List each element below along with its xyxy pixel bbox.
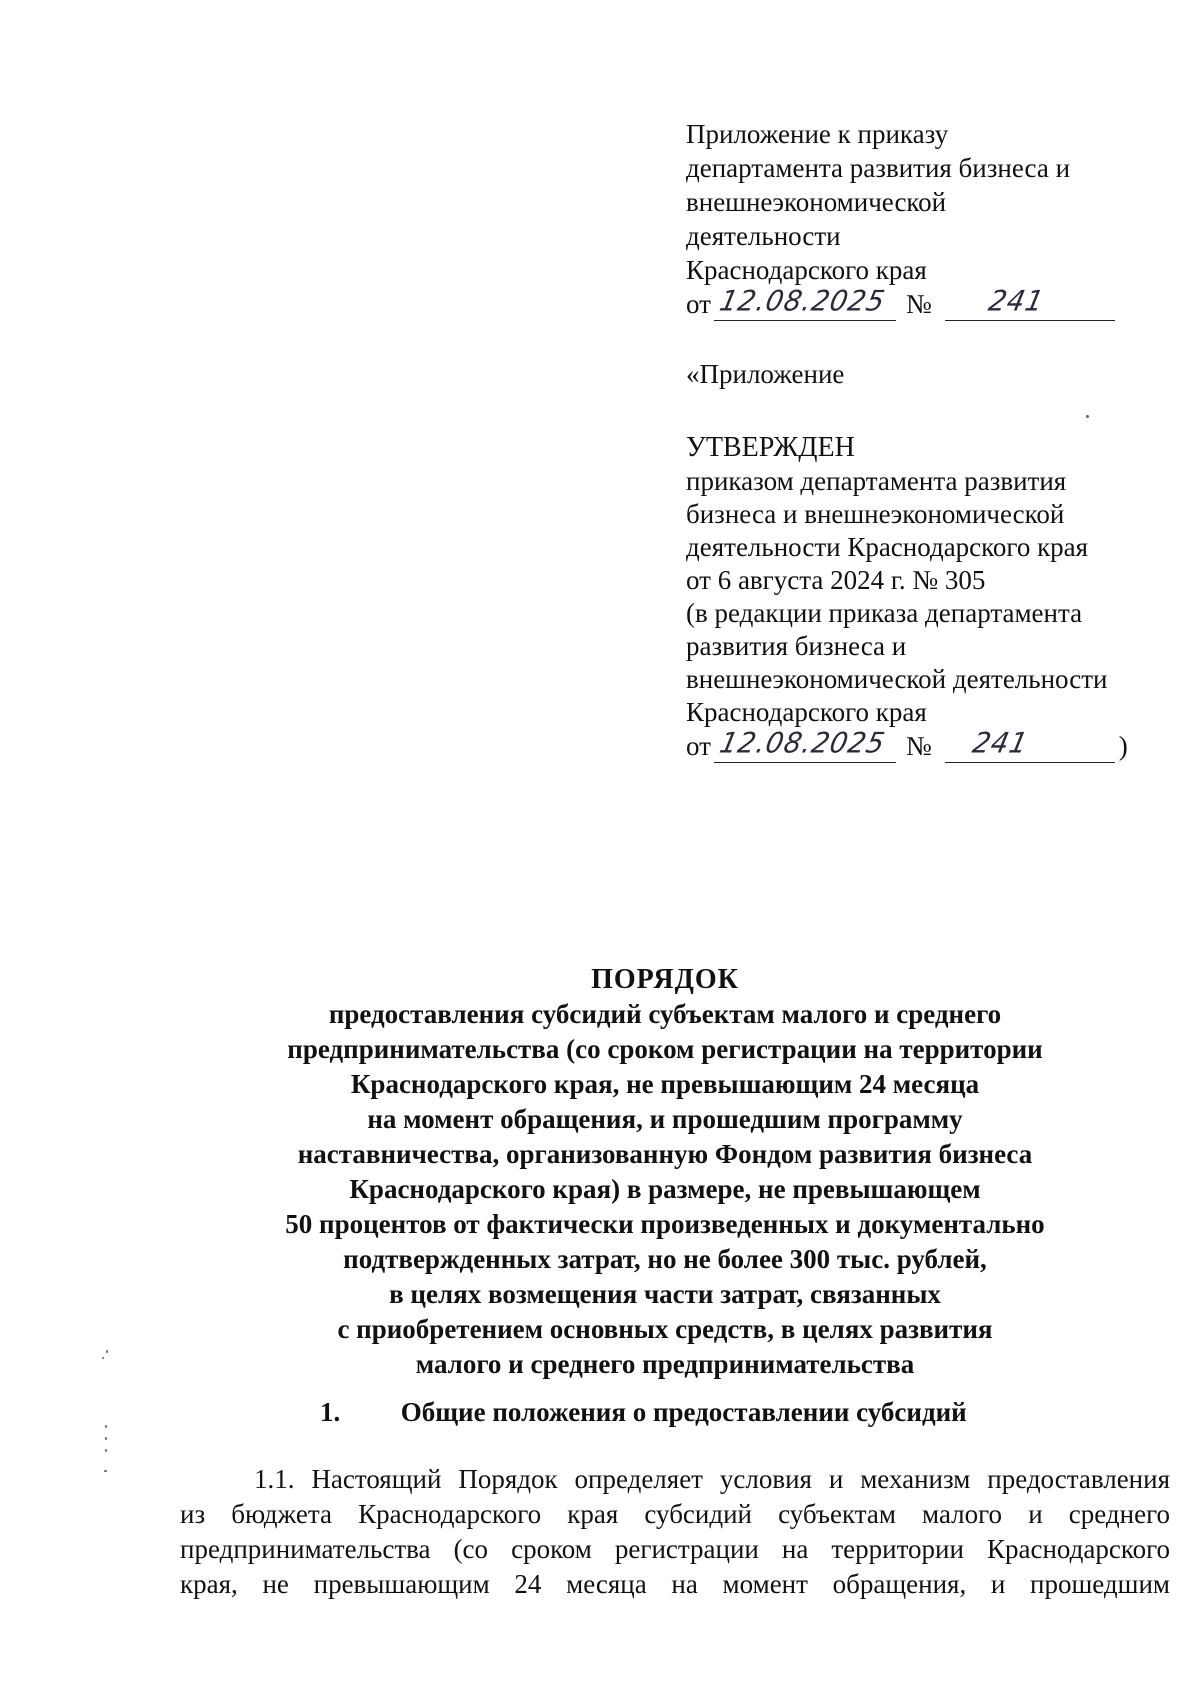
header-line: деятельности — [686, 221, 841, 251]
scan-dot — [105, 1449, 107, 1452]
handwritten-date: 12.08.2025 — [716, 727, 889, 760]
appendix-label: «Приложение — [686, 359, 845, 389]
title-main: ПОРЯДОК — [591, 964, 739, 995]
section-number: 1. — [320, 1397, 341, 1427]
approved-line: деятельности Краснодарского края — [686, 532, 1089, 562]
title-line: на момент обращения, и прошедшим программу — [367, 1104, 963, 1134]
approved-line: бизнеса и внешнеэкономической — [686, 499, 1065, 529]
title-line: предпринимательства (со сроком регистрации на территории — [287, 1034, 1043, 1064]
date-prefix: от — [686, 731, 711, 761]
title-line: Краснодарского края, не превышающим 24 месяца — [350, 1069, 980, 1099]
approved-line: Краснодарского края — [686, 697, 927, 727]
number-sign: № — [905, 731, 932, 761]
approved-line: приказом департамента развития — [686, 466, 1067, 496]
amendment-date-number-line — [686, 729, 1156, 763]
header-line: внешнеэкономической — [686, 187, 947, 217]
approved-line: внешнеэкономической деятельности — [686, 664, 1108, 694]
scan-dot — [105, 1425, 107, 1428]
header-line: Краснодарского края — [686, 255, 927, 285]
section-heading — [320, 1395, 967, 1429]
approved-text — [686, 465, 1156, 729]
approved-line: от 6 августа 2024 г. № 305 — [686, 565, 986, 595]
title-line: предоставления субсидий субъектам малого и среднего — [328, 999, 1002, 1029]
number-sign: № — [905, 289, 932, 319]
number-field — [945, 727, 1115, 763]
closing-parenthesis: ) — [1118, 731, 1128, 761]
scan-dot — [102, 1357, 104, 1359]
section-title: Общие положения о предоставлении субсидий — [400, 1397, 967, 1427]
paragraph-line: предпринимательства (со сроком регистрации на территории Краснодарского — [180, 1534, 1170, 1564]
date-prefix: от — [686, 289, 711, 319]
scan-dot — [104, 1470, 107, 1472]
handwritten-number: 241 — [985, 285, 1047, 318]
number-field — [945, 285, 1115, 321]
title-line: в целях возмещения части затрат, связанных — [389, 1279, 941, 1309]
title-line: 50 процентов от фактически произведенных и документально — [285, 1209, 1045, 1239]
appendix-header — [686, 117, 1156, 763]
date-field — [714, 285, 896, 321]
body-paragraph — [180, 1462, 1170, 1602]
header-line: Приложение к приказу — [686, 119, 949, 149]
title-line: малого и среднего предпринимательства — [415, 1349, 915, 1379]
title-line: с приобретением основных средств, в целях развития — [337, 1314, 993, 1344]
document-title — [160, 963, 1170, 1382]
handwritten-date: 12.08.2025 — [716, 285, 889, 318]
header-line: департамента развития бизнеса и — [686, 153, 1071, 183]
paragraph-line: края, не превышающим 24 месяца на момент обращения, и прошедшим — [180, 1569, 1170, 1599]
date-field — [714, 727, 896, 763]
approved-line: (в редакции приказа департамента — [686, 598, 1083, 628]
title-line: Краснодарского края) в размере, не превышающем — [349, 1174, 981, 1204]
scan-dot — [1086, 415, 1089, 418]
title-line: наставничества, организованную Фондом развития бизнеса — [297, 1139, 1033, 1169]
order-date-number-line — [686, 287, 1156, 321]
paragraph-line: из бюджета Краснодарского края субсидий субъектам малого и среднего — [180, 1499, 1170, 1529]
approved-line: развития бизнеса и — [686, 631, 907, 661]
scan-dot — [105, 1437, 107, 1440]
scan-dot — [106, 1350, 108, 1353]
handwritten-number: 241 — [969, 727, 1031, 760]
paragraph-line: 1.1. Настоящий Порядок определяет условия и механизм предоставления — [254, 1464, 1170, 1494]
approved-title: УТВЕРЖДЕН — [686, 432, 855, 463]
title-line: подтвержденных затрат, но не более 300 тыс. рублей, — [343, 1244, 987, 1274]
